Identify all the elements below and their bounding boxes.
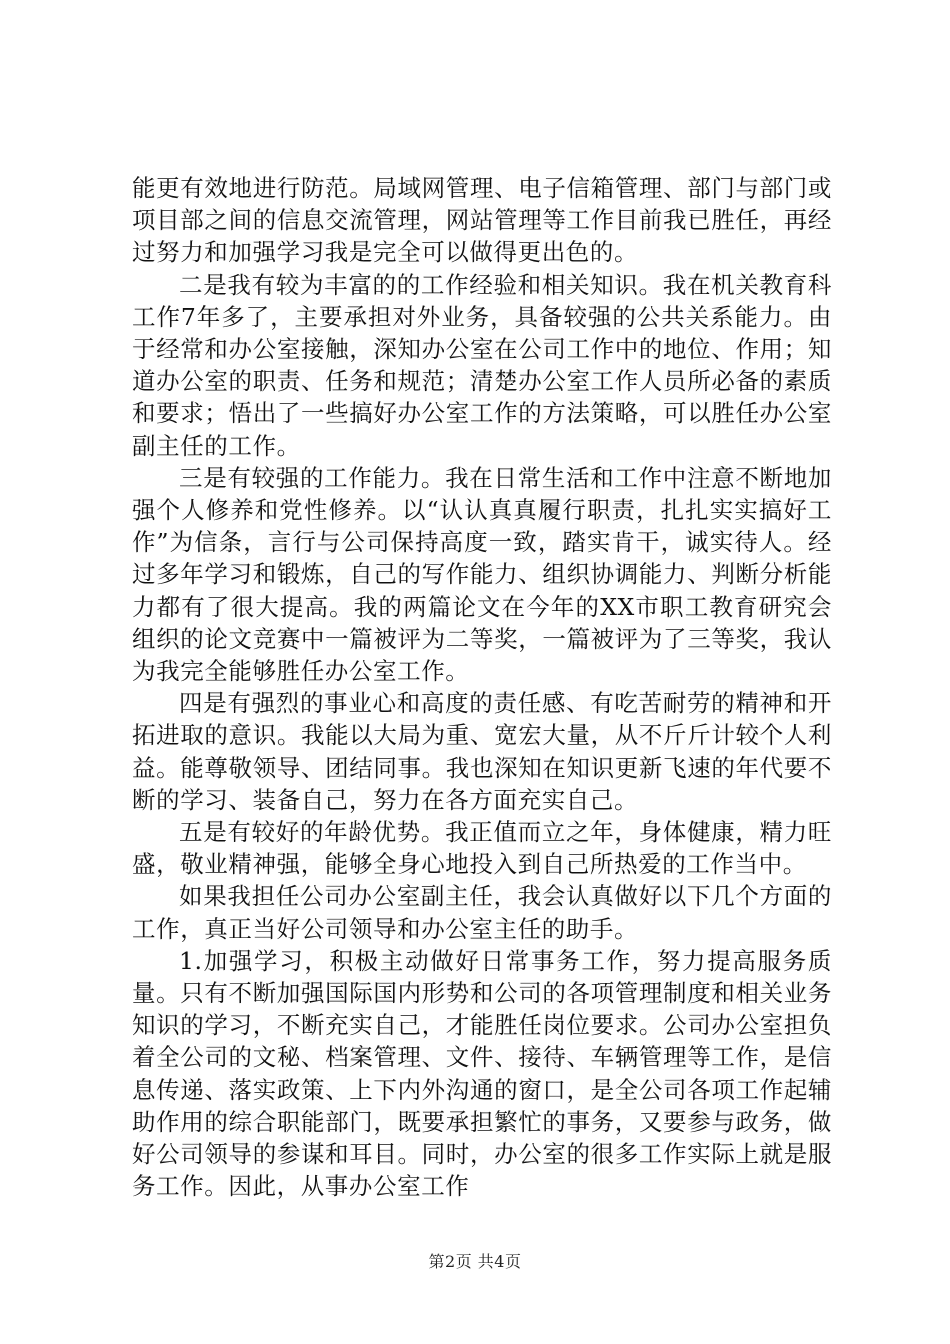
page-number: 第2页 共4页	[428, 1252, 522, 1271]
paragraph-ability: 三是有较强的工作能力。我在日常生活和工作中注意不断地加强个人修养和党性修养。以“认认真真履行职责，扎扎实实搞好工作”为信条，言行与公司保持高度一致，踏实肯干，诚实待人。经过多年学习和锻炼，自己的写作能力、组织协调能力、判断分析能力都有了很大提高。我的两篇论文在今年的XX市职工教育研究会组织的论文竞赛中一篇被评为二等奖，一篇被评为了三等奖，我认为我完全能够胜任办公室工作。	[132, 463, 832, 686]
paragraph-plan-intro: 如果我担任公司办公室副主任，我会认真做好以下几个方面的工作，真正当好公司领导和办公室主任的助手。	[132, 882, 832, 943]
paragraph-dedication: 四是有强烈的事业心和高度的责任感、有吃苦耐劳的精神和开拓进取的意识。我能以大局为重、宽宏大量，从不斤斤计较个人利益。能尊敬领导、团结同事。我也深知在知识更新飞速的年代要不断的学习、装备自己，努力在各方面充实自己。	[132, 689, 832, 814]
paragraph-experience: 二是我有较为丰富的的工作经验和相关知识。我在机关教育科工作7年多了，主要承担对外业务，具备较强的公共关系能力。由于经常和办公室接触，深知办公室在公司工作中的地位、作用；知道办公室的职责、任务和规范；清楚办公室工作人员所必备的素质和要求；悟出了一些搞好办公室工作的方法策略，可以胜任办公室副主任的工作。	[132, 270, 832, 460]
page-footer	[0, 1249, 950, 1272]
paragraph-continued: 能更有效地进行防范。局域网管理、电子信箱管理、部门与部门或项目部之间的信息交流管理，网站管理等工作目前我已胜任，再经过努力和加强学习我是完全可以做得更出色的。	[132, 174, 832, 267]
document-body	[132, 172, 832, 1203]
paragraph-plan-item-1: 1.加强学习，积极主动做好日常事务工作，努力提高服务质量。只有不断加强国际国内形势和公司的各项管理制度和相关业务知识的学习，不断充实自己，才能胜任岗位要求。公司办公室担负着全公司的文秘、档案管理、文件、接待、车辆管理等工作，是信息传递、落实政策、上下内外沟通的窗口，是全公司各项工作起辅助作用的综合职能部门，既要承担繁忙的事务，又要参与政务，做好公司领导的参谋和耳目。同时，办公室的很多工作实际上就是服务工作。因此，从事办公室工作	[132, 946, 832, 1201]
paragraph-age: 五是有较好的年龄优势。我正值而立之年，身体健康，精力旺盛，敬业精神强，能够全身心地投入到自己所热爱的工作当中。	[132, 818, 832, 879]
